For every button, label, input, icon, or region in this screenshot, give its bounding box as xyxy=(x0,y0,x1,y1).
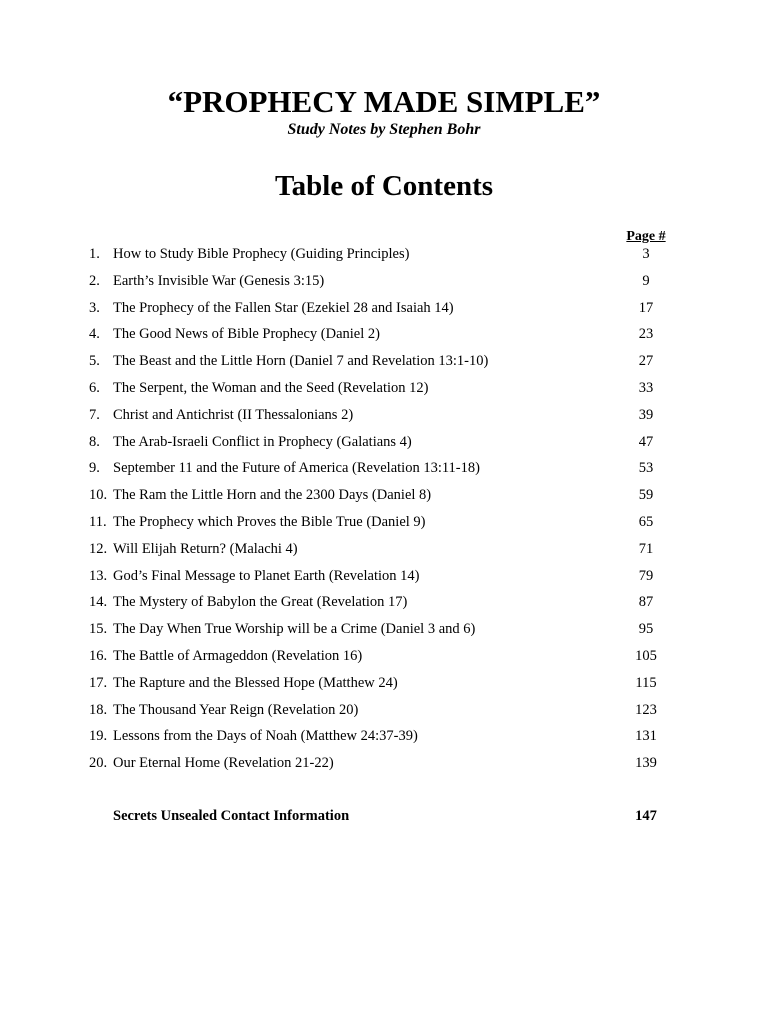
toc-entry-page: 71 xyxy=(638,540,654,557)
toc-entry xyxy=(0,485,768,512)
toc-entry-page: 33 xyxy=(638,379,654,396)
document-title: “PROPHECY MADE SIMPLE” xyxy=(167,84,601,119)
contact-entry xyxy=(0,806,768,826)
toc-entry-title: The Mystery of Babylon the Great (Revelation 17) xyxy=(113,594,408,611)
toc-entry xyxy=(0,592,768,619)
toc-entry-title: The Prophecy of the Fallen Star (Ezekiel 28 and Isaiah 14) xyxy=(113,299,454,316)
toc-entry-title: Christ and Antichrist (II Thessalonians 2) xyxy=(113,406,354,423)
toc-entry-number: 3. xyxy=(89,299,100,316)
toc-entry-title: Earth’s Invisible War (Genesis 3:15) xyxy=(113,272,325,289)
toc-entry-title: The Serpent, the Woman and the Seed (Revelation 12) xyxy=(113,379,429,396)
toc-entry xyxy=(0,378,768,405)
toc-entry-number: 9. xyxy=(89,460,100,477)
toc-entry-page: 105 xyxy=(635,647,657,664)
toc-entry xyxy=(0,619,768,646)
toc-entry-page: 87 xyxy=(638,594,654,611)
toc-entry xyxy=(0,726,768,753)
contact-entry-title: Secrets Unsealed Contact Information xyxy=(113,808,350,824)
toc-entry-number: 17. xyxy=(89,674,108,691)
toc-entry-title: The Arab-Israeli Conflict in Prophecy (Galatians 4) xyxy=(113,433,412,450)
toc-entry-title: The Day When True Worship will be a Crime (Daniel 3 and 6) xyxy=(113,621,476,638)
toc-entry-number: 20. xyxy=(89,755,108,772)
toc-entry-page: 79 xyxy=(638,567,654,584)
toc-entry-page: 131 xyxy=(635,728,657,745)
toc-entry-title: The Battle of Armageddon (Revelation 16) xyxy=(113,647,363,664)
toc-heading: Table of Contents xyxy=(274,170,494,202)
document-subtitle: Study Notes by Stephen Bohr xyxy=(287,121,481,138)
toc-entry xyxy=(0,673,768,700)
toc-entry-number: 2. xyxy=(89,272,100,289)
toc-entry-title: The Prophecy which Proves the Bible True (Daniel 9) xyxy=(113,513,426,530)
page-column-header: Page # xyxy=(626,229,666,244)
toc-entry-number: 7. xyxy=(89,406,100,423)
toc-entry xyxy=(0,271,768,298)
toc-entry-title: The Good News of Bible Prophecy (Daniel 2) xyxy=(113,326,380,343)
toc-entry-number: 12. xyxy=(89,540,108,557)
toc-entry-title: Our Eternal Home (Revelation 21-22) xyxy=(113,755,334,772)
toc-entry-page: 65 xyxy=(638,513,654,530)
toc-entry-title: The Ram the Little Horn and the 2300 Days (Daniel 8) xyxy=(113,487,432,504)
toc-entry-page: 47 xyxy=(638,433,654,450)
toc-entry-number: 5. xyxy=(89,353,100,370)
toc-entry xyxy=(0,753,768,780)
toc-entry-number: 6. xyxy=(89,379,100,396)
toc-entry xyxy=(0,566,768,593)
toc-entry-page: 27 xyxy=(638,353,654,370)
toc-entry-page: 59 xyxy=(638,487,654,504)
toc-entry-page: 95 xyxy=(638,621,654,638)
toc-entry-page: 139 xyxy=(635,755,657,772)
toc-entry-title: September 11 and the Future of America (Revelation 13:11-18) xyxy=(113,460,480,477)
toc-list xyxy=(0,244,768,780)
toc-entry xyxy=(0,458,768,485)
toc-entry xyxy=(0,539,768,566)
toc-entry-page: 9 xyxy=(642,272,650,289)
toc-entry xyxy=(0,432,768,459)
toc-entry-page: 115 xyxy=(635,674,657,691)
toc-entry-page: 123 xyxy=(635,701,657,718)
toc-entry-title: The Beast and the Little Horn (Daniel 7 and Revelation 13:1-10) xyxy=(113,353,489,370)
toc-entry-page: 39 xyxy=(638,406,654,423)
contact-entry-page: 147 xyxy=(635,808,657,824)
toc-entry-number: 15. xyxy=(89,621,108,638)
toc-entry-number: 11. xyxy=(89,513,107,530)
toc-entry xyxy=(0,405,768,432)
toc-entry-page: 53 xyxy=(638,460,654,477)
toc-entry-page: 17 xyxy=(638,299,654,316)
toc-entry-number: 10. xyxy=(89,487,108,504)
toc-entry-title: How to Study Bible Prophecy (Guiding Principles) xyxy=(113,246,410,262)
toc-entry xyxy=(0,700,768,727)
toc-entry-title: Will Elijah Return? (Malachi 4) xyxy=(113,540,298,557)
toc-entry-title: Lessons from the Days of Noah (Matthew 24:37-39) xyxy=(113,728,418,745)
toc-entry-page: 3 xyxy=(642,246,650,262)
toc-entry-number: 13. xyxy=(89,567,108,584)
toc-entry xyxy=(0,324,768,351)
toc-entry-title: The Thousand Year Reign (Revelation 20) xyxy=(113,701,359,718)
toc-entry-number: 19. xyxy=(89,728,108,745)
toc-entry-number: 18. xyxy=(89,701,108,718)
toc-entry xyxy=(0,351,768,378)
toc-entry xyxy=(0,512,768,539)
toc-entry-number: 8. xyxy=(89,433,100,450)
toc-entry-number: 4. xyxy=(89,326,100,343)
toc-entry-title: God’s Final Message to Planet Earth (Revelation 14) xyxy=(113,567,420,584)
toc-entry xyxy=(0,646,768,673)
toc-entry xyxy=(0,298,768,325)
toc-entry-number: 1. xyxy=(89,246,100,262)
toc-entry-number: 14. xyxy=(89,594,108,611)
toc-entry-number: 16. xyxy=(89,647,108,664)
toc-entry xyxy=(0,244,768,271)
toc-entry-page: 23 xyxy=(638,326,654,343)
toc-entry-title: The Rapture and the Blessed Hope (Matthew 24) xyxy=(113,674,398,691)
